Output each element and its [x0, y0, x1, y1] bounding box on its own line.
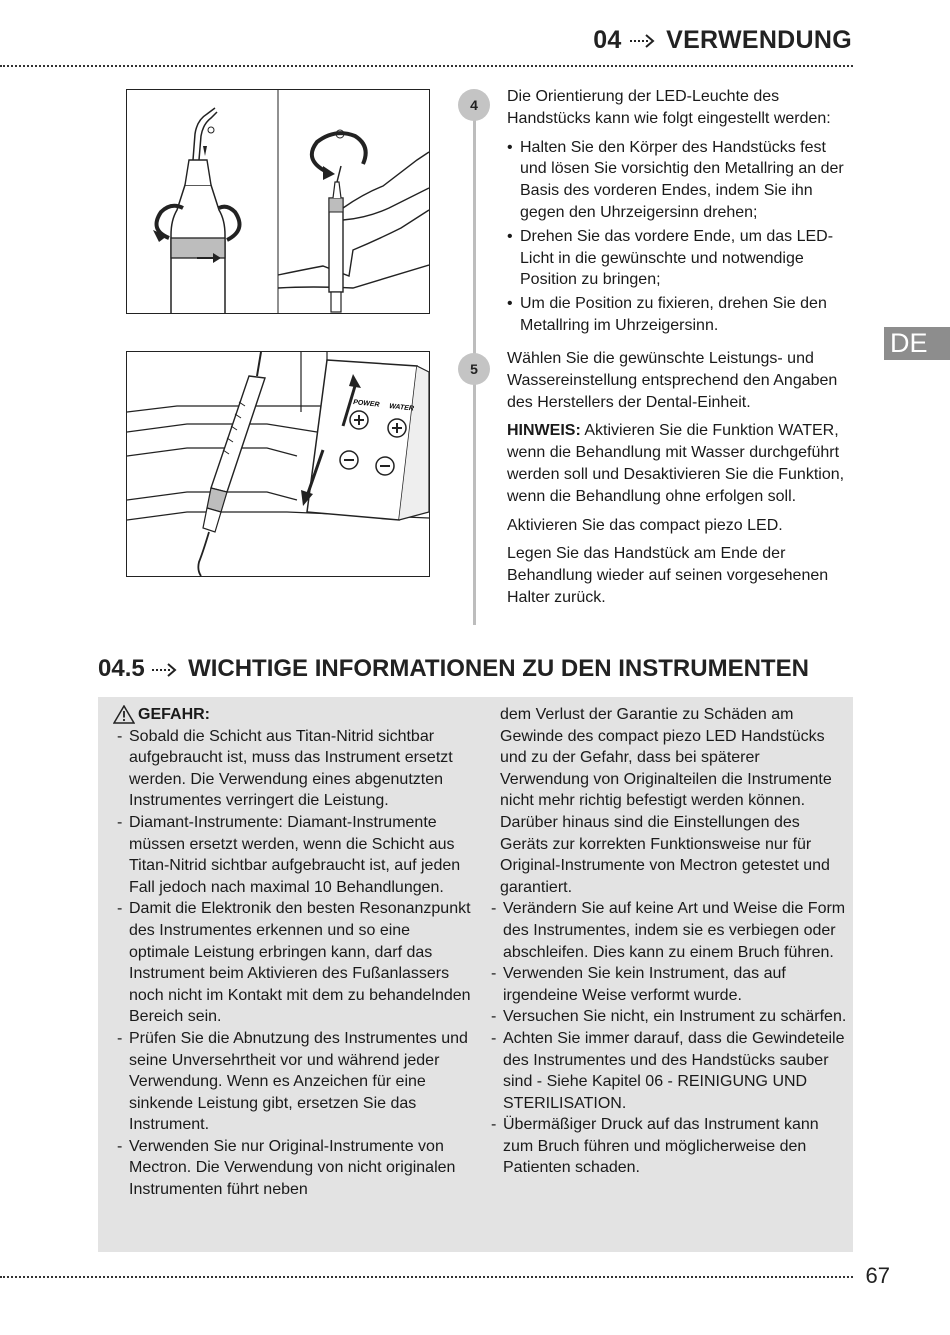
figure-control-panel: [126, 351, 430, 577]
danger-column-right: [487, 704, 849, 1179]
danger-list-left: [113, 726, 473, 1201]
step-number-4: 4: [458, 89, 490, 121]
danger-item: - Diamant-Instrumente: Diamant-Instrumente müssen ersetzt werden, wenn die Schicht aus Titan-Nitrid sichtbar aufgebraucht ist, auf jeden Fall jedoch nach maximal 10 Behandlungen.: [113, 812, 473, 898]
step-4-text: [507, 86, 857, 339]
step-4-bullet: • Halten Sie den Körper des Handstücks fest und lösen Sie vorsichtig den Metallring an der Basis des vorderen Endes, indem Sie ihn gegen den Uhrzeigersinn drehen;: [507, 137, 857, 224]
danger-item: - Sobald die Schicht aus Titan-Nitrid sichtbar aufgebraucht ist, muss das Instrument ersetzt werden. Die Verwendung eines abgenutzten Instrumentes verringert die Leistung.: [113, 726, 473, 812]
step-4-bullet: • Drehen Sie das vordere Ende, um das LED-Licht in die gewünschte und notwendige Position zu bringen;: [507, 226, 857, 291]
chapter-name: VERWENDUNG: [666, 26, 852, 54]
language-tab: DE: [884, 327, 950, 360]
section-number: 04.5: [98, 655, 145, 682]
section-title: [98, 655, 809, 683]
step-4-bullet: • Um die Position zu fixieren, drehen Sie den Metallring im Uhrzeigersinn.: [507, 293, 857, 337]
danger-item: - Verändern Sie auf keine Art und Weise die Form des Instrumentes, indem sie es verbiegen oder abschleifen. Dies kann zu einem Bruch führen.: [487, 898, 849, 963]
figure-led-adjustment: [126, 89, 430, 314]
danger-item: - Versuchen Sie nicht, ein Instrument zu schärfen.: [487, 1006, 849, 1028]
danger-item: - Übermäßiger Druck auf das Instrument kann zum Bruch führen und möglicherweise den Patienten schaden.: [487, 1114, 849, 1179]
danger-item-continuation: dem Verlust der Garantie zu Schäden am Gewinde des compact piezo LED Handstücks und zu der Gefahr, dass bei späterer Verwendung von Originalteilen die Instrumente nicht mehr richtig befestigt werden können. Darüber hinaus sind die Einstellungen des Geräts zur korrekten Funktionsweise nur für Original-Instrumente von Mectron getestet und garantiert.: [500, 706, 832, 896]
chapter-number: 04: [593, 26, 622, 54]
danger-item: - Damit die Elektronik den besten Resonanzpunkt des Instrumentes erkennen und so eine optimale Leistung erbringen kann, darf das Instrument beim Aktivieren des Fußanlassers noch nicht im Kontakt mit dem zu behandelnden Bereich sein.: [113, 898, 473, 1028]
danger-heading: [113, 704, 473, 726]
step-5-text: [507, 348, 857, 616]
handpiece-illustration: [127, 90, 429, 313]
note-text: Aktivieren Sie die Funktion WATER, wenn die Behandlung mit Wasser durchgeführt werden soll und Desaktivieren Sie die Funktion, wenn die Behandlung ohne erfolgen soll.: [507, 422, 845, 505]
warning-triangle-icon: [113, 705, 135, 724]
header-divider: [0, 65, 853, 67]
footer-divider: [0, 1276, 853, 1278]
page-number: 67: [865, 1263, 890, 1288]
step-5-para: Legen Sie das Handstück am Ende der Behandlung wieder auf seinen vorgesehenen Halter zurück.: [507, 545, 829, 606]
step-number-5: 5: [458, 353, 490, 385]
water-label: WATER: [388, 403, 415, 413]
step-4-list: [507, 137, 857, 337]
step-5-para: Aktivieren Sie das compact piezo LED.: [507, 516, 783, 534]
danger-item: - Prüfen Sie die Abnutzung des Instrumentes und seine Unversehrtheit vor und während jeder Verwendung. Wenn es Anzeichen für eine sinkende Leistung gibt, ersetzen Sie das Instrument.: [113, 1028, 473, 1136]
section-name: WICHTIGE INFORMATIONEN ZU DEN INSTRUMENTEN: [188, 655, 809, 682]
danger-item: - Achten Sie immer darauf, dass die Gewindeteile des Instrumentes und des Handstücks sauber sind - Siehe Kapitel 06 - REINIGUNG UND STERILISATION.: [487, 1028, 849, 1114]
step-4-intro: Die Orientierung der LED-Leuchte des Handstücks kann wie folgt eingestellt werden:: [507, 88, 831, 127]
step-5-note: [507, 420, 857, 507]
danger-column-left: [113, 704, 473, 1201]
dotted-arrow-icon: [629, 32, 659, 50]
power-label: POWER: [352, 399, 380, 409]
note-label: HINWEIS:: [507, 422, 581, 440]
dotted-arrow-icon: [151, 661, 181, 679]
control-panel-illustration: [127, 352, 429, 576]
danger-label: GEFAHR:: [138, 706, 210, 723]
step-5-intro: Wählen Sie die gewünschte Leistungs- und Wassereinstellung entsprechend den Angaben des Herstellers der Dental-Einheit.: [507, 350, 838, 411]
danger-item: - Verwenden Sie nur Original-Instrumente von Mectron. Die Verwendung von nicht originalen Instrumenten führt neben: [113, 1136, 473, 1201]
danger-item: - Verwenden Sie kein Instrument, das auf irgendeine Weise verformt wurde.: [487, 963, 849, 1006]
chapter-title: [593, 26, 852, 55]
danger-list-right: [487, 898, 849, 1179]
